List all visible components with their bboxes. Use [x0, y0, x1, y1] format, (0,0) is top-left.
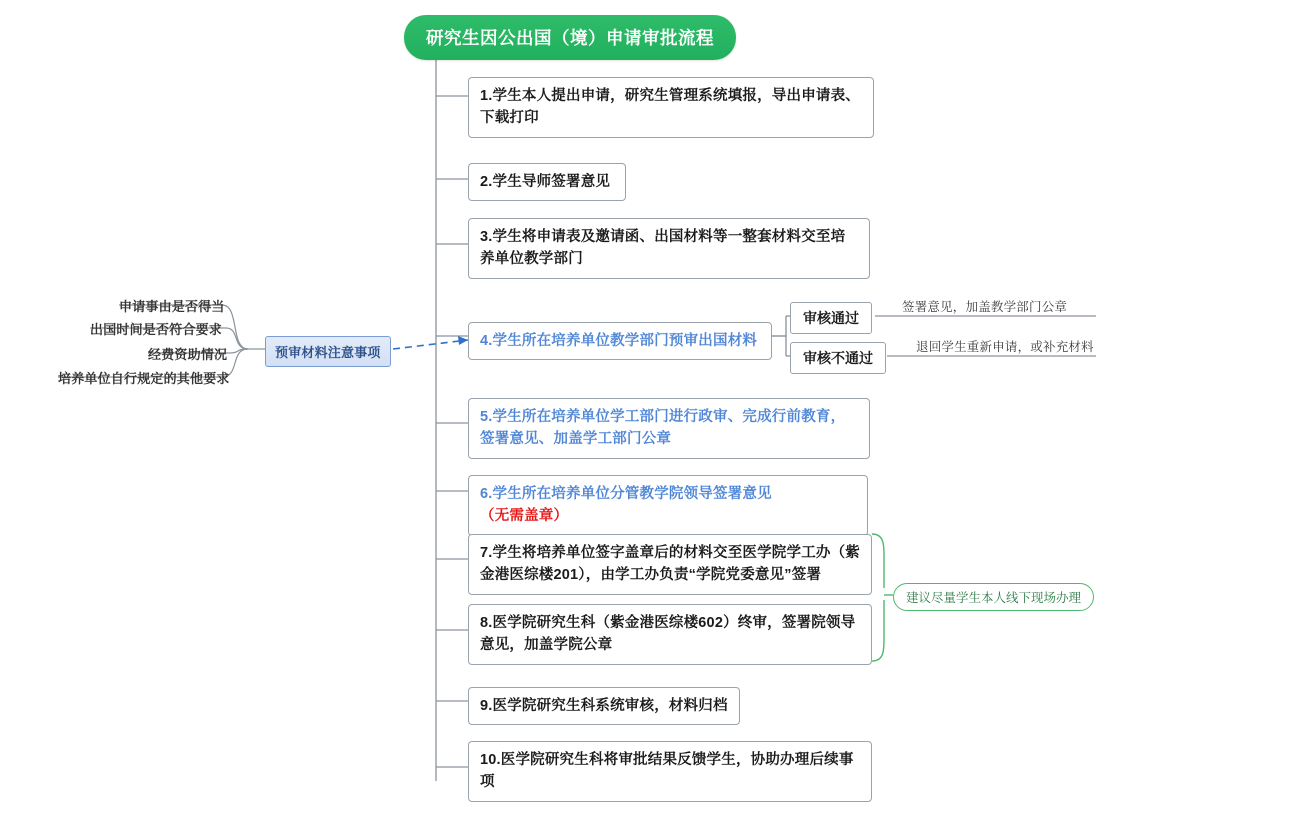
step-node-5[interactable] — [468, 398, 870, 459]
review-branch-fail-label: 审核不通过 — [803, 350, 873, 366]
step-1-label: 1.学生本人提出申请，研究生管理系统填报，导出申请表、下载打印 — [480, 88, 860, 127]
root-node[interactable]: 研究生因公出国（境）申请审批流程 — [404, 15, 736, 60]
step-7-label: 7.学生将培养单位签字盖章后的材料交至医学院学工办（紫金港医综楼201），由学工办负责“学院党委意见”签署 — [480, 545, 860, 584]
step-node-6[interactable] — [468, 475, 868, 536]
step-6-label: 6.学生所在培养单位分管教学院领导签署意见 — [480, 486, 772, 502]
review-branch-fail-result: 退回学生重新申请，或补充材料 — [916, 340, 1094, 354]
step-10-label: 10.医学院研究生科将审批结果反馈学生，协助办理后续事项 — [480, 752, 854, 791]
step-5-label: 5.学生所在培养单位学工部门进行政审、完成行前教育，签署意见、加盖学工部门公章 — [480, 409, 846, 448]
pre-review-item-1: 申请事由是否得当 — [119, 299, 225, 314]
pre-review-item-4: 培养单位自行规定的其他要求 — [58, 371, 230, 386]
pre-review-item-2: 出国时间是否符合要求 — [90, 322, 223, 337]
suggestion-label: 建议尽量学生本人线下现场办理 — [906, 591, 1082, 605]
pre-review-note[interactable] — [265, 336, 391, 367]
step-3-label: 3.学生将申请表及邀请函、出国材料等一整套材料交至培养单位教学部门 — [480, 229, 846, 268]
step-6-suffix: （无需盖章） — [480, 508, 569, 525]
review-branch-pass-result: 签署意见，加盖教学部门公章 — [902, 300, 1068, 314]
review-branch-pass-label: 审核通过 — [803, 310, 859, 326]
step-node-9[interactable] — [468, 687, 740, 725]
step-2-label: 2.学生导师签署意见 — [480, 174, 611, 190]
review-branch-pass[interactable] — [790, 302, 872, 334]
step-8-label: 8.医学院研究生科（紫金港医综楼602）终审，签署院领导意见，加盖学院公章 — [480, 615, 856, 654]
step-node-3[interactable] — [468, 218, 870, 279]
step-node-7[interactable] — [468, 534, 872, 595]
step-node-10[interactable] — [468, 741, 872, 802]
pre-review-item-3: 经费资助情况 — [148, 347, 228, 362]
review-branch-fail[interactable] — [790, 342, 886, 374]
step-4-label: 4.学生所在培养单位教学部门预审出国材料 — [480, 333, 758, 349]
step-node-8[interactable] — [468, 604, 872, 665]
pre-review-note-label: 预审材料注意事项 — [275, 345, 381, 360]
step-node-4[interactable] — [468, 322, 772, 360]
step-node-1[interactable] — [468, 77, 874, 138]
suggestion-pill[interactable] — [893, 583, 1094, 611]
step-node-2[interactable] — [468, 163, 626, 201]
step-9-label: 9.医学院研究生科系统审核，材料归档 — [480, 698, 728, 714]
